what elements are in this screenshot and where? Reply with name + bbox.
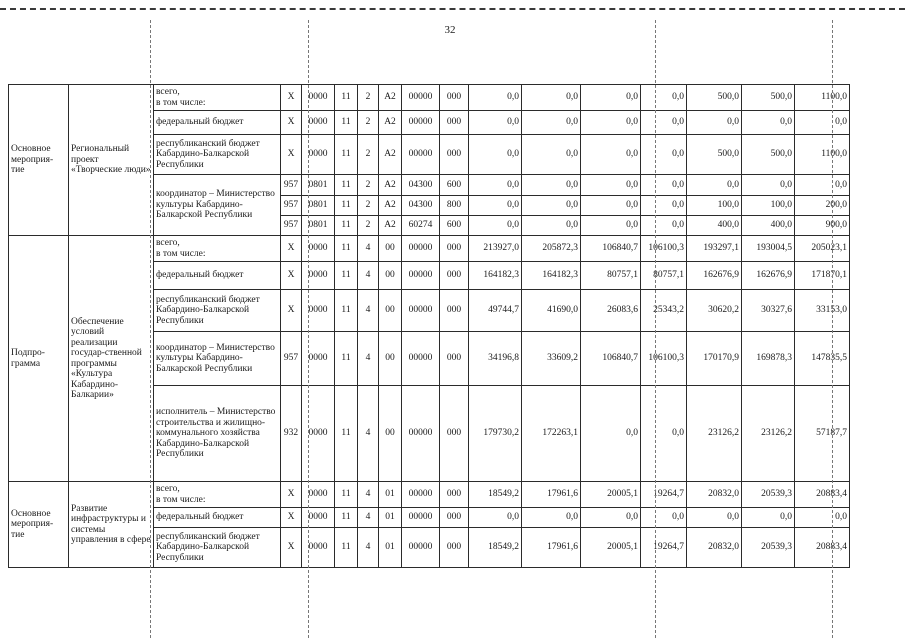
cell-vr: 600 xyxy=(440,175,469,196)
cell-y4: 0,0 xyxy=(641,85,687,111)
cell-p4: 00000 xyxy=(402,528,440,568)
cell-y5: 193297,1 xyxy=(687,236,742,262)
cell-vr: 000 xyxy=(440,528,469,568)
cell-y7: 171870,1 xyxy=(795,262,850,290)
cell-rz: 0000 xyxy=(302,508,335,528)
cell-grbs: Х xyxy=(281,111,302,135)
cell-y1: 0,0 xyxy=(469,216,522,236)
cell-p2: 4 xyxy=(358,262,379,290)
cell-p2: 2 xyxy=(358,196,379,216)
page-number: 32 xyxy=(444,24,456,36)
cell-p2: 2 xyxy=(358,85,379,111)
cell-p4: 00000 xyxy=(402,135,440,175)
cell-grbs: Х xyxy=(281,262,302,290)
cell-y4: 80757,1 xyxy=(641,262,687,290)
cell-p1: 11 xyxy=(335,290,358,332)
cell-rz: 0801 xyxy=(302,216,335,236)
cell-y3: 0,0 xyxy=(581,508,641,528)
cell-y5: 23126,2 xyxy=(687,386,742,482)
cell-category: Подпро-грамма xyxy=(9,236,69,482)
cell-rz: 0000 xyxy=(302,386,335,482)
cell-y2: 205872,3 xyxy=(522,236,581,262)
cell-y1: 0,0 xyxy=(469,175,522,196)
cell-y7: 200,0 xyxy=(795,196,850,216)
cell-p3: А2 xyxy=(379,135,402,175)
cell-funding-source: всего, в том числе: xyxy=(154,236,281,262)
cell-y3: 0,0 xyxy=(581,111,641,135)
cell-y3: 0,0 xyxy=(581,216,641,236)
cell-y5: 0,0 xyxy=(687,175,742,196)
cell-p1: 11 xyxy=(335,508,358,528)
cell-p1: 11 xyxy=(335,216,358,236)
cell-y4: 0,0 xyxy=(641,111,687,135)
cell-y6: 400,0 xyxy=(742,216,795,236)
cell-grbs: Х xyxy=(281,508,302,528)
cell-y1: 164182,3 xyxy=(469,262,522,290)
cell-vr: 000 xyxy=(440,135,469,175)
cell-y5: 20832,0 xyxy=(687,482,742,508)
cell-y2: 0,0 xyxy=(522,111,581,135)
cell-y4: 106100,3 xyxy=(641,332,687,386)
cell-y1: 0,0 xyxy=(469,85,522,111)
cell-y6: 30327,6 xyxy=(742,290,795,332)
cell-y5: 20832,0 xyxy=(687,528,742,568)
cell-p2: 2 xyxy=(358,175,379,196)
cell-p4: 00000 xyxy=(402,111,440,135)
cell-p1: 11 xyxy=(335,236,358,262)
cell-grbs: 957 xyxy=(281,332,302,386)
cell-vr: 600 xyxy=(440,216,469,236)
cell-funding-source: федеральный бюджет xyxy=(154,262,281,290)
cell-grbs: 957 xyxy=(281,175,302,196)
cell-p2: 4 xyxy=(358,528,379,568)
cell-p3: А2 xyxy=(379,85,402,111)
cell-p1: 11 xyxy=(335,482,358,508)
cell-p1: 11 xyxy=(335,111,358,135)
cell-p3: А2 xyxy=(379,196,402,216)
budget-table xyxy=(8,84,850,568)
cell-y7: 0,0 xyxy=(795,111,850,135)
cell-p3: 00 xyxy=(379,332,402,386)
cell-p1: 11 xyxy=(335,135,358,175)
cell-vr: 000 xyxy=(440,262,469,290)
cell-y3: 106840,7 xyxy=(581,236,641,262)
cell-y1: 18549,2 xyxy=(469,482,522,508)
cell-funding-source: всего, в том числе: xyxy=(154,85,281,111)
cell-vr: 800 xyxy=(440,196,469,216)
cell-p1: 11 xyxy=(335,85,358,111)
cell-y6: 500,0 xyxy=(742,85,795,111)
table-row xyxy=(9,482,850,508)
cell-y6: 500,0 xyxy=(742,135,795,175)
cell-funding-source: республиканский бюджет Кабардино-Балкарской Республики xyxy=(154,528,281,568)
cell-funding-source: федеральный бюджет xyxy=(154,111,281,135)
cell-p4: 00000 xyxy=(402,508,440,528)
cell-vr: 000 xyxy=(440,236,469,262)
scan-fold-line xyxy=(832,20,833,638)
cell-p4: 04300 xyxy=(402,175,440,196)
cell-grbs: Х xyxy=(281,528,302,568)
cell-funding-source: республиканский бюджет Кабардино-Балкарской Республики xyxy=(154,135,281,175)
cell-p4: 00000 xyxy=(402,85,440,111)
cell-p3: А2 xyxy=(379,111,402,135)
cell-vr: 000 xyxy=(440,111,469,135)
cell-p1: 11 xyxy=(335,386,358,482)
cell-grbs: Х xyxy=(281,482,302,508)
cell-y7: 20883,4 xyxy=(795,482,850,508)
cell-y2: 41690,0 xyxy=(522,290,581,332)
cell-y5: 500,0 xyxy=(687,85,742,111)
cell-p3: 01 xyxy=(379,508,402,528)
cell-p3: 00 xyxy=(379,262,402,290)
cell-y4: 0,0 xyxy=(641,175,687,196)
cell-y2: 33609,2 xyxy=(522,332,581,386)
cell-y5: 100,0 xyxy=(687,196,742,216)
cell-y7: 900,0 xyxy=(795,216,850,236)
cell-y6: 20539,3 xyxy=(742,482,795,508)
cell-vr: 000 xyxy=(440,290,469,332)
cell-y3: 80757,1 xyxy=(581,262,641,290)
cell-y6: 20539,3 xyxy=(742,528,795,568)
cell-y2: 0,0 xyxy=(522,135,581,175)
cell-p1: 11 xyxy=(335,175,358,196)
cell-y5: 170170,9 xyxy=(687,332,742,386)
cell-funding-source: федеральный бюджет xyxy=(154,508,281,528)
cell-y6: 193004,5 xyxy=(742,236,795,262)
cell-y4: 0,0 xyxy=(641,508,687,528)
cell-p4: 00000 xyxy=(402,262,440,290)
cell-grbs: 957 xyxy=(281,216,302,236)
cell-y1: 0,0 xyxy=(469,111,522,135)
cell-y6: 23126,2 xyxy=(742,386,795,482)
scan-fold-line xyxy=(150,20,151,638)
cell-rz: 0000 xyxy=(302,482,335,508)
cell-p1: 11 xyxy=(335,262,358,290)
cell-y1: 49744,7 xyxy=(469,290,522,332)
cell-y2: 17961,6 xyxy=(522,482,581,508)
cell-rz: 0801 xyxy=(302,175,335,196)
cell-y7: 205023,1 xyxy=(795,236,850,262)
cell-y2: 0,0 xyxy=(522,175,581,196)
cell-grbs: 957 xyxy=(281,196,302,216)
cell-rz: 0000 xyxy=(302,236,335,262)
cell-p3: 01 xyxy=(379,528,402,568)
cell-y2: 17961,6 xyxy=(522,528,581,568)
cell-y7: 0,0 xyxy=(795,508,850,528)
cell-rz: 0000 xyxy=(302,111,335,135)
cell-y7: 147835,5 xyxy=(795,332,850,386)
cell-rz: 0000 xyxy=(302,135,335,175)
cell-p2: 4 xyxy=(358,332,379,386)
cell-y2: 0,0 xyxy=(522,85,581,111)
cell-y4: 0,0 xyxy=(641,196,687,216)
table-row xyxy=(9,236,850,262)
cell-funding-source: всего, в том числе: xyxy=(154,482,281,508)
scan-fold-line xyxy=(655,20,656,638)
cell-y3: 0,0 xyxy=(581,175,641,196)
cell-y7: 1100,0 xyxy=(795,85,850,111)
cell-y7: 0,0 xyxy=(795,175,850,196)
cell-y4: 0,0 xyxy=(641,386,687,482)
cell-y1: 34196,8 xyxy=(469,332,522,386)
cell-y4: 0,0 xyxy=(641,135,687,175)
cell-y2: 0,0 xyxy=(522,196,581,216)
cell-y5: 0,0 xyxy=(687,508,742,528)
scan-fold-line xyxy=(308,20,309,638)
cell-y5: 30620,2 xyxy=(687,290,742,332)
cell-y2: 172263,1 xyxy=(522,386,581,482)
cell-funding-source: исполнитель – Министерство строительства и жилищно-коммунального хозяйства Кабардино-Балкарской Республики xyxy=(154,386,281,482)
cell-y5: 0,0 xyxy=(687,111,742,135)
cell-y7: 1100,0 xyxy=(795,135,850,175)
cell-p1: 11 xyxy=(335,196,358,216)
cell-y5: 500,0 xyxy=(687,135,742,175)
cell-p4: 00000 xyxy=(402,386,440,482)
cell-p3: 00 xyxy=(379,236,402,262)
cell-y6: 0,0 xyxy=(742,508,795,528)
cell-grbs: Х xyxy=(281,85,302,111)
cell-p2: 4 xyxy=(358,236,379,262)
cell-vr: 000 xyxy=(440,386,469,482)
cell-p1: 11 xyxy=(335,528,358,568)
cell-y2: 0,0 xyxy=(522,216,581,236)
cell-y3: 106840,7 xyxy=(581,332,641,386)
cell-p2: 4 xyxy=(358,290,379,332)
cell-p4: 00000 xyxy=(402,290,440,332)
cell-name: Обеспечение условий реализации государ-ственной программы «Культура Кабардино-Балкарии» xyxy=(69,236,154,482)
cell-category: Основное мероприя-тие xyxy=(9,482,69,568)
cell-p4: 04300 xyxy=(402,196,440,216)
table-row xyxy=(9,85,850,111)
cell-y3: 0,0 xyxy=(581,85,641,111)
cell-y5: 400,0 xyxy=(687,216,742,236)
cell-y4: 25343,2 xyxy=(641,290,687,332)
cell-p3: А2 xyxy=(379,216,402,236)
cell-y3: 20005,1 xyxy=(581,482,641,508)
cell-rz: 0000 xyxy=(302,332,335,386)
cell-y1: 213927,0 xyxy=(469,236,522,262)
cell-grbs: Х xyxy=(281,236,302,262)
cell-y6: 0,0 xyxy=(742,111,795,135)
cell-y6: 162676,9 xyxy=(742,262,795,290)
cell-rz: 0000 xyxy=(302,262,335,290)
cell-p4: 00000 xyxy=(402,236,440,262)
cell-rz: 0000 xyxy=(302,528,335,568)
cell-vr: 000 xyxy=(440,85,469,111)
cell-category: Основное мероприя-тие xyxy=(9,85,69,236)
cell-y7: 20883,4 xyxy=(795,528,850,568)
cell-y6: 100,0 xyxy=(742,196,795,216)
cell-y3: 26083,6 xyxy=(581,290,641,332)
cell-rz: 0801 xyxy=(302,196,335,216)
cell-funding-source: республиканский бюджет Кабардино-Балкарской Республики xyxy=(154,290,281,332)
cell-funding-source: координатор – Министерство культуры Кабардино-Балкарской Республики xyxy=(154,175,281,236)
cell-vr: 000 xyxy=(440,482,469,508)
cell-p3: 00 xyxy=(379,290,402,332)
cell-p2: 2 xyxy=(358,111,379,135)
cell-name: Развитие инфраструктуры и системы управления в сфере xyxy=(69,482,154,568)
cell-y4: 0,0 xyxy=(641,216,687,236)
cell-grbs: 932 xyxy=(281,386,302,482)
cell-vr: 000 xyxy=(440,508,469,528)
cell-p4: 00000 xyxy=(402,332,440,386)
cell-p3: 01 xyxy=(379,482,402,508)
cell-y3: 0,0 xyxy=(581,135,641,175)
cell-p4: 00000 xyxy=(402,482,440,508)
cell-y4: 106100,3 xyxy=(641,236,687,262)
cell-p4: 60274 xyxy=(402,216,440,236)
cell-p1: 11 xyxy=(335,332,358,386)
cell-y3: 0,0 xyxy=(581,386,641,482)
cell-grbs: Х xyxy=(281,290,302,332)
cell-vr: 000 xyxy=(440,332,469,386)
cell-funding-source: координатор – Министерство культуры Кабардино-Балкарской Республики xyxy=(154,332,281,386)
cell-p2: 4 xyxy=(358,482,379,508)
cell-p2: 4 xyxy=(358,508,379,528)
cell-y1: 0,0 xyxy=(469,135,522,175)
cell-p2: 4 xyxy=(358,386,379,482)
cell-p2: 2 xyxy=(358,135,379,175)
cell-y6: 0,0 xyxy=(742,175,795,196)
cell-y3: 0,0 xyxy=(581,196,641,216)
cell-y1: 0,0 xyxy=(469,196,522,216)
cell-rz: 0000 xyxy=(302,290,335,332)
cell-y1: 18549,2 xyxy=(469,528,522,568)
cell-y5: 162676,9 xyxy=(687,262,742,290)
cell-y4: 19264,7 xyxy=(641,528,687,568)
cell-rz: 0000 xyxy=(302,85,335,111)
cell-name: Региональный проект «Творческие люди» xyxy=(69,85,154,236)
cell-y6: 169878,3 xyxy=(742,332,795,386)
cell-y1: 0,0 xyxy=(469,508,522,528)
cell-y1: 179730,2 xyxy=(469,386,522,482)
cell-p3: А2 xyxy=(379,175,402,196)
cell-y2: 0,0 xyxy=(522,508,581,528)
cell-p3: 00 xyxy=(379,386,402,482)
cell-y4: 19264,7 xyxy=(641,482,687,508)
cell-y2: 164182,3 xyxy=(522,262,581,290)
cell-grbs: Х xyxy=(281,135,302,175)
page-top-border xyxy=(0,8,905,10)
cell-y3: 20005,1 xyxy=(581,528,641,568)
cell-y7: 57187,7 xyxy=(795,386,850,482)
cell-p2: 2 xyxy=(358,216,379,236)
cell-y7: 33153,0 xyxy=(795,290,850,332)
